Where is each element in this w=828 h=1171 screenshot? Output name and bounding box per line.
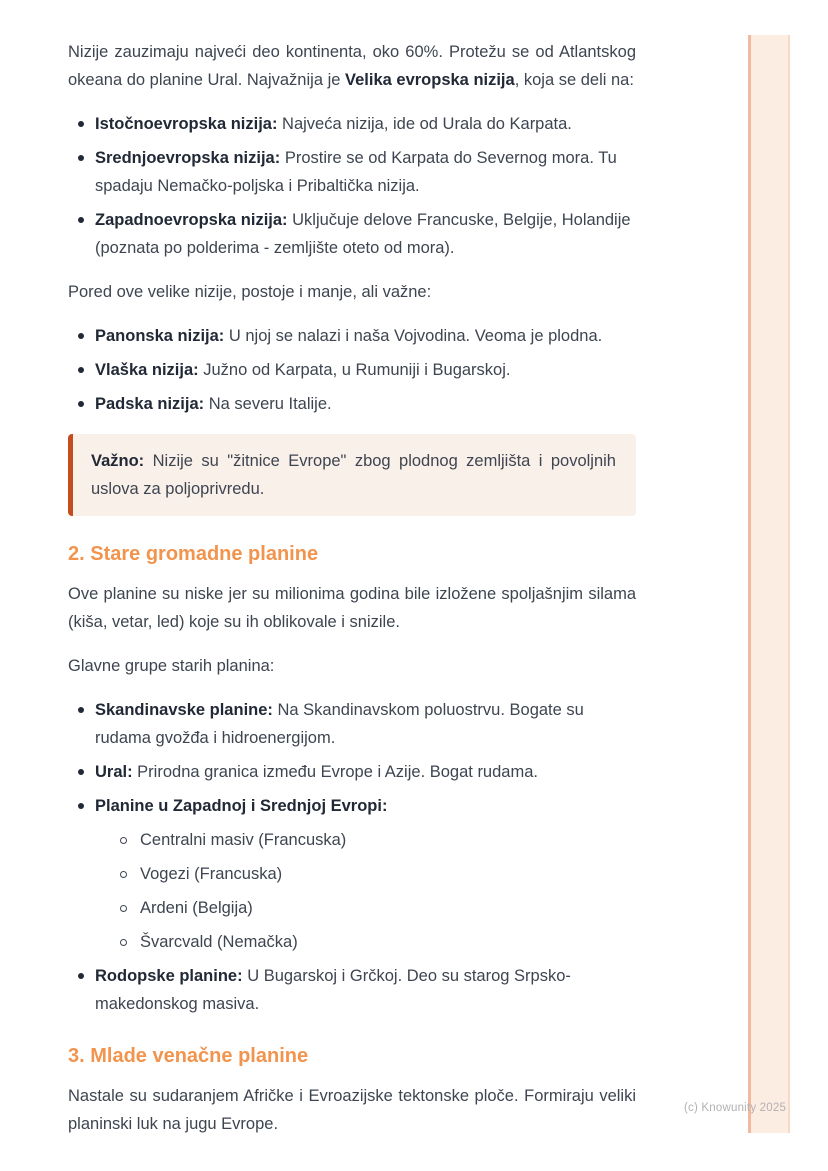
list-item — [68, 206, 636, 262]
sublist-item-text: Švarcvald (Nemačka) — [140, 933, 298, 951]
hollow-bullet-icon — [120, 871, 127, 878]
list-item — [68, 390, 636, 418]
sublist-item — [95, 826, 636, 854]
sublist-item-text: Centralni masiv (Francuska) — [140, 831, 347, 849]
list-item-term: Istočnoevropska nizija: — [95, 115, 278, 133]
list-item — [68, 322, 636, 350]
sublist-item — [95, 894, 636, 922]
list-item-text: Južno od Karpata, u Rumuniji i Bugarskoj. — [198, 361, 511, 379]
bullet-icon — [78, 707, 84, 713]
list-item-term: Vlaška nizija: — [95, 361, 199, 379]
watermark: (c) Knowunity 2025 — [684, 1102, 787, 1114]
intro-paragraph — [68, 38, 636, 94]
bullet-icon — [78, 333, 84, 339]
callout-label: Važno: — [91, 452, 145, 470]
western-central-mountains-sublist — [95, 826, 636, 956]
list-item-term: Srednjoevropska nizija: — [95, 149, 281, 167]
bullet-icon — [78, 803, 84, 809]
sublist-item-text: Ardeni (Belgija) — [140, 899, 253, 917]
list-item — [68, 110, 636, 138]
list-item-term: Zapadnoevropska nizija: — [95, 211, 288, 229]
old-mountains-groups-paragraph: Glavne grupe starih planina: — [68, 657, 275, 675]
smaller-plains-paragraph: Pored ove velike nizije, postoje i manje, ali važne: — [68, 283, 432, 301]
list-item-term: Rodopske planine: — [95, 967, 243, 985]
intro-bold-term: Velika evropska nizija — [345, 71, 515, 89]
bullet-icon — [78, 155, 84, 161]
list-item — [68, 792, 636, 956]
list-item-term: Planine u Zapadnoj i Srednjoj Evropi: — [95, 797, 388, 815]
bullet-icon — [78, 973, 84, 979]
list-item-text: Uključuje delove Francuske, Belgije, Holandije (poznata po polderima - zemljište oteto od mora). — [95, 211, 631, 257]
callout-text: Nizije su "žitnice Evrope" zbog plodnog zemljišta i povoljnih uslova za poljoprivredu. — [91, 452, 616, 498]
list-item-text: Na Skandinavskom poluostrvu. Bogate su rudama gvožđa i hidroenergijom. — [95, 701, 584, 747]
list-item-text: Prirodna granica između Evrope i Azije. Bogat rudama. — [132, 763, 538, 781]
bullet-icon — [78, 121, 84, 127]
list-item — [68, 962, 636, 1018]
hollow-bullet-icon — [120, 905, 127, 912]
callout-paragraph — [91, 447, 616, 503]
list-item-text: Na severu Italije. — [204, 395, 332, 413]
callout-important — [68, 434, 636, 516]
hollow-bullet-icon — [120, 837, 127, 844]
list-item — [68, 696, 636, 752]
section-heading-old-mountains: 2. Stare gromadne planine — [68, 543, 319, 565]
bullet-icon — [78, 367, 84, 373]
old-mountains-list — [68, 696, 636, 1018]
sublist-item — [95, 928, 636, 956]
list-item-text: Najveća nizija, ide od Urala do Karpata. — [277, 115, 572, 133]
intro-text-tail: , koja se deli na: — [514, 71, 634, 89]
young-mountains-paragraph: Nastale su sudaranjem Afričke i Evroazijske tektonske ploče. Formiraju veliki planinski luk na jugu Evrope. — [68, 1087, 636, 1133]
bullet-icon — [78, 401, 84, 407]
smaller-plain-list — [68, 322, 636, 418]
list-item — [68, 758, 636, 786]
list-item — [68, 356, 636, 384]
list-item-text: U Bugarskoj i Grčkoj. Deo su starog Srpsko-makedonskog masiva. — [95, 967, 571, 1013]
section-heading-young-mountains: 3. Mlade venačne planine — [68, 1045, 309, 1067]
hollow-bullet-icon — [120, 939, 127, 946]
list-item-term: Padska nizija: — [95, 395, 205, 413]
bullet-icon — [78, 217, 84, 223]
list-item-term: Panonska nizija: — [95, 327, 225, 345]
list-item-text: U njoj se nalazi i naša Vojvodina. Veoma je plodna. — [224, 327, 603, 345]
list-item-text: Prostire se od Karpata do Severnog mora. Tu spadaju Nemačko-poljska i Pribaltička nizija. — [95, 149, 617, 195]
sublist-item-text: Vogezi (Francuska) — [140, 865, 283, 883]
list-item — [68, 144, 636, 200]
old-mountains-paragraph: Ove planine su niske jer su milionima godina bile izložene spoljašnjim silama (kiša, vetar, led) koje su ih oblikovale i snizile. — [68, 585, 636, 631]
sublist-item — [95, 860, 636, 888]
list-item-term: Skandinavske planine: — [95, 701, 273, 719]
intro-text: Nizije zauzimaju najveći deo kontinenta, oko 60%. Protežu se od Atlantskog okeana do planine Ural. Najvažnija je — [68, 43, 636, 89]
document-content — [68, 38, 636, 1154]
great-plain-list — [68, 110, 636, 262]
bullet-icon — [78, 769, 84, 775]
list-item-term: Ural: — [95, 763, 133, 781]
page-edge-stripe — [748, 35, 790, 1133]
